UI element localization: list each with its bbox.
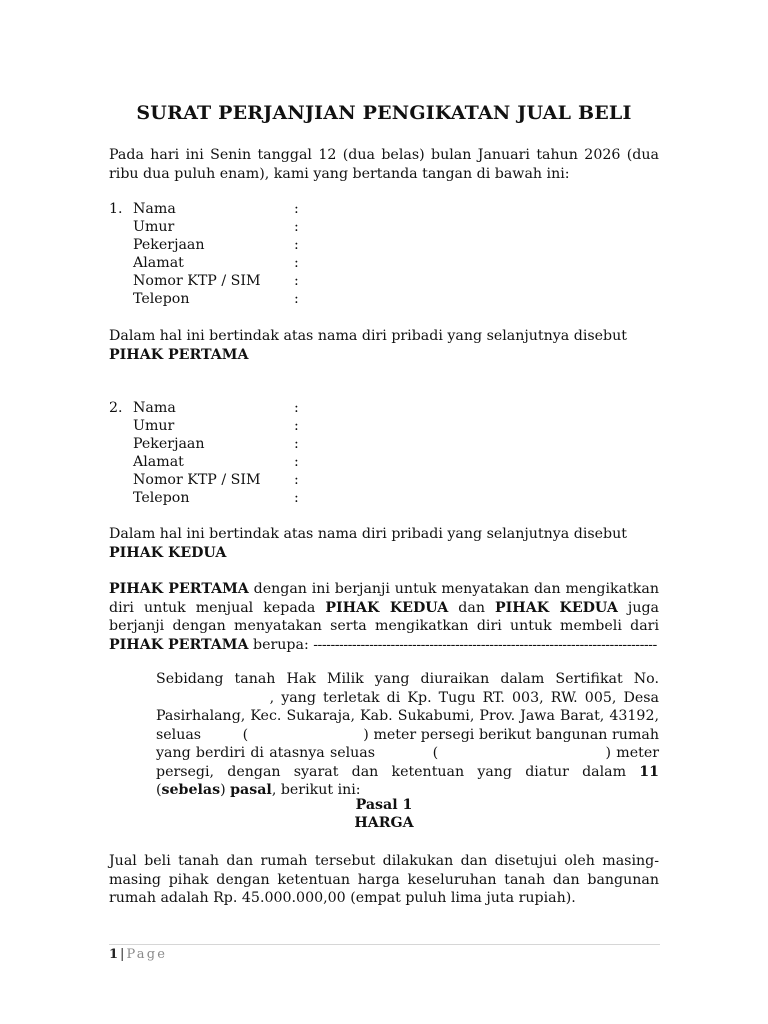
field-colon: : <box>294 273 299 289</box>
field-colon: : <box>294 237 299 253</box>
field-colon: : <box>294 255 299 271</box>
pasal1-text: Jual beli tanah dan rumah tersebut dilakukan dan disetujui oleh masing-masing pihak dengan ketentuan harga keseluruhan tanah dan bangunan rumah adalah Rp. 45.000.000,00 (empat puluh lima juta rupiah). <box>109 853 659 906</box>
field-label: Alamat <box>133 255 184 271</box>
field-label: Telepon <box>133 490 190 506</box>
field-colon: : <box>294 400 299 416</box>
field-colon: : <box>294 472 299 488</box>
footer-divider <box>109 944 660 945</box>
field-colon: : <box>294 291 299 307</box>
pasal-subheading: HARGA <box>354 815 414 831</box>
field-colon: : <box>294 418 299 434</box>
field-label: Pekerjaan <box>133 436 205 452</box>
document-title: SURAT PERJANJIAN PENGIKATAN JUAL BELI <box>136 102 632 124</box>
dash-filler: -------------------------------------------------------------------------------- <box>313 636 657 653</box>
field-label: Nama <box>133 201 176 217</box>
field-label: Nomor KTP / SIM <box>133 273 261 289</box>
field-label: Alamat <box>133 454 184 470</box>
page-footer <box>109 947 167 962</box>
field-colon: : <box>294 436 299 452</box>
field-label: Nama <box>133 400 176 416</box>
agreement-paragraph: PIHAK PERTAMA dengan ini berjanji untuk menyatakan dan mengikatkan diri untuk menjual kepada PIHAK KEDUA dan PIHAK KEDUA juga berjanji dengan menyatakan serta mengikatkan diri untuk membeli dari PIHAK PERTAMA berupa: -------------------------------------------------------------------------------- <box>109 581 659 653</box>
intro-paragraph: Pada hari ini Senin tanggal 12 (dua belas) bulan Januari tahun 2026 (dua ribu dua puluh enam), kami yang bertanda tangan di bawah ini: <box>109 147 659 182</box>
party2-statement: Dalam hal ini bertindak atas nama diri pribadi yang selanjutnya disebut PIHAK KEDUA <box>109 526 627 561</box>
page-number: 1 <box>109 947 119 962</box>
party1-statement: Dalam hal ini bertindak atas nama diri pribadi yang selanjutnya disebut PIHAK PERTAMA <box>109 328 627 363</box>
field-colon: : <box>294 490 299 506</box>
footer-separator: | <box>120 947 125 962</box>
party1-number: 1. <box>109 201 123 217</box>
party2-number: 2. <box>109 400 123 416</box>
party2-role: PIHAK KEDUA <box>109 544 227 561</box>
field-label: Umur <box>133 418 175 434</box>
field-label: Nomor KTP / SIM <box>133 472 261 488</box>
field-colon: : <box>294 201 299 217</box>
field-label: Telepon <box>133 291 190 307</box>
field-label: Pekerjaan <box>133 237 205 253</box>
page-label: Page <box>126 947 168 962</box>
party1-role: PIHAK PERTAMA <box>109 346 249 363</box>
pasal-heading: Pasal 1 <box>355 797 413 813</box>
object-description: Sebidang tanah Hak Milik yang diuraikan dalam Sertifikat No. , yang terletak di Kp. Tugu RT. 003, RW. 005, Desa Pasirhalang, Kec. Sukaraja, Kab. Sukabumi, Prov. Jawa Barat, 43192, seluas ( ) meter persegi berikut bangunan rumah yang berdiri di atasnya seluas ( ) meter persegi, dengan syarat dan ketentuan yang diatur dalam 11 (sebelas) pasal, berikut ini: <box>156 671 659 798</box>
field-label: Umur <box>133 219 175 235</box>
field-colon: : <box>294 454 299 470</box>
field-colon: : <box>294 219 299 235</box>
